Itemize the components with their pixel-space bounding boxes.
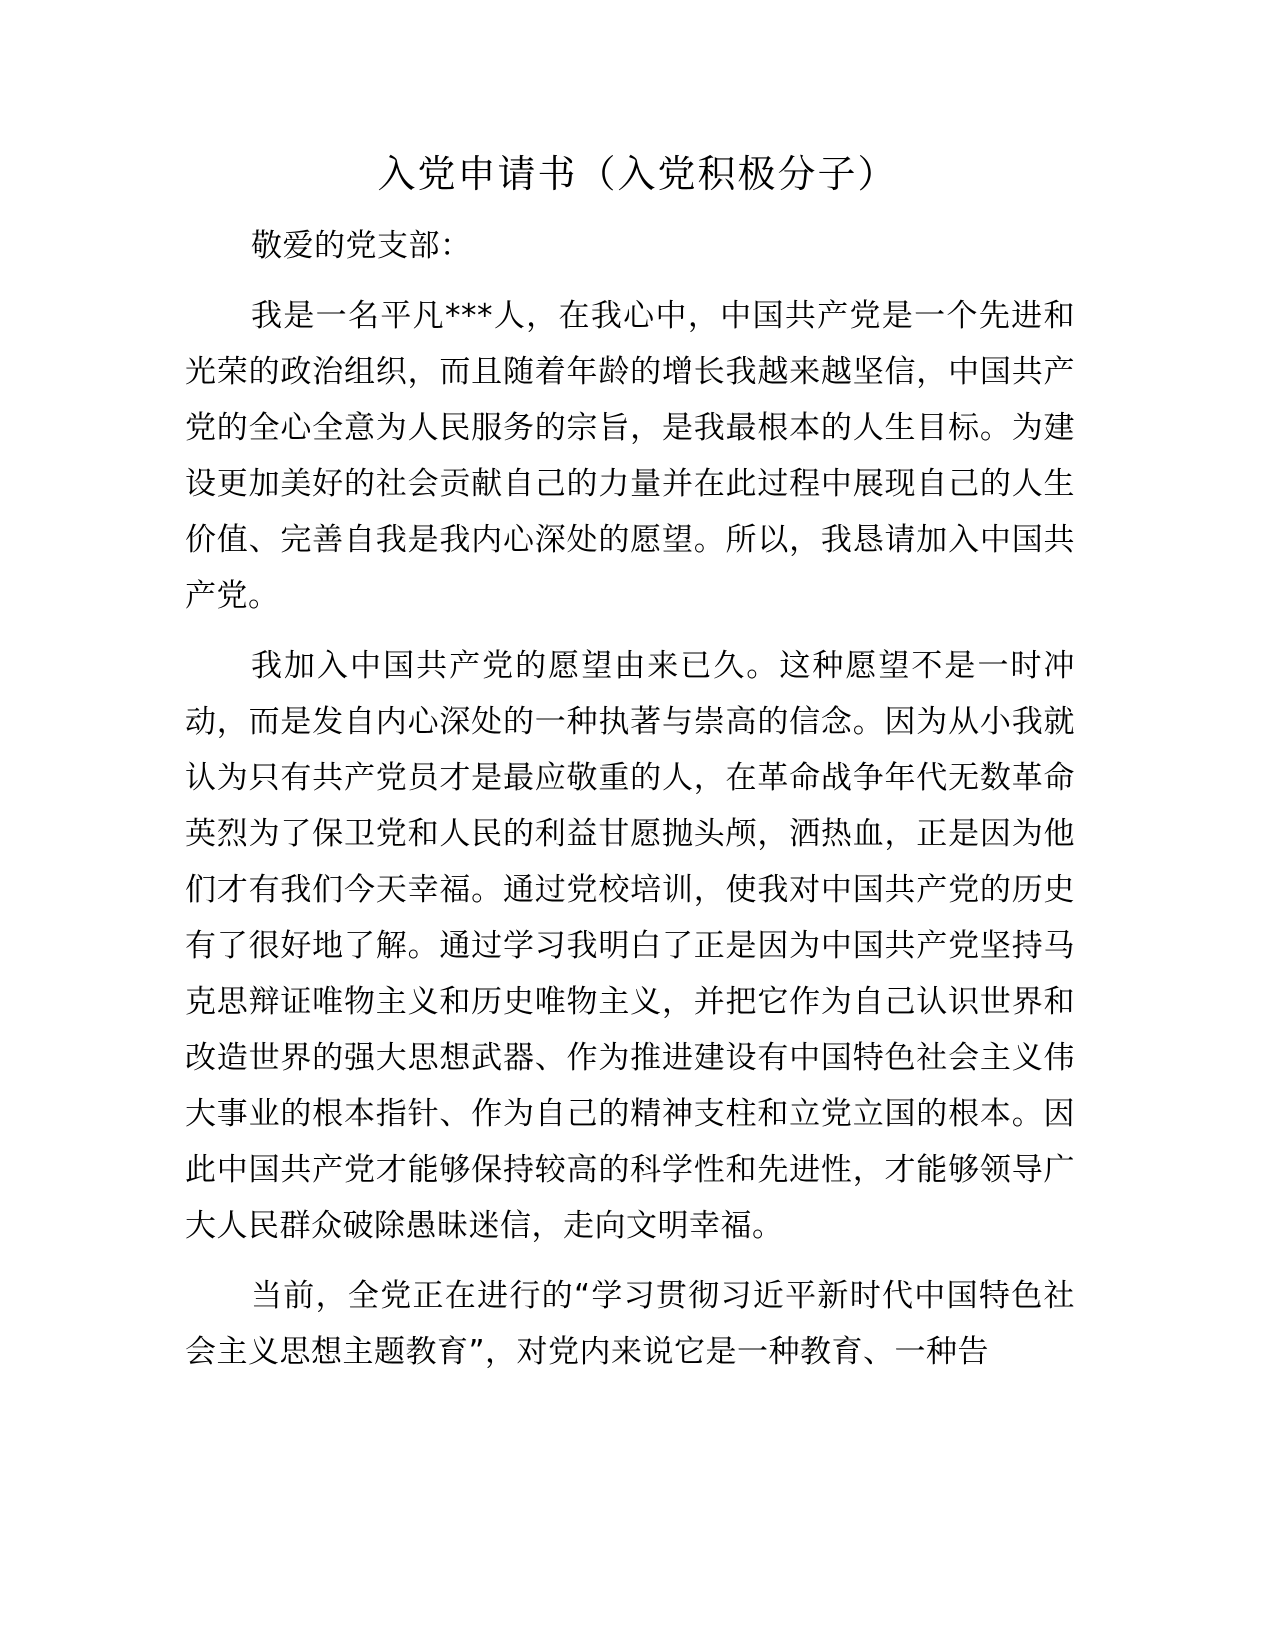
- paragraph-1: 我是一名平凡***人，在我心中，中国共产党是一个先进和光荣的政治组织，而且随着年龄的增长我越来越坚信，中国共产党的全心全意为人民服务的宗旨，是我最根本的人生目标。为建设更加美好的社会贡献自己的力量并在此过程中展现自己的人生价值、完善自我是我内心深处的愿望。所以，我恳请加入中国共产党。: [185, 298, 1075, 614]
- document-title: 入党申请书（入党积极分子）: [377, 152, 898, 196]
- salutation: 敬爱的党支部：: [251, 228, 472, 264]
- document-body: [185, 218, 1075, 1394]
- paragraph-3: 当前，全党正在进行的“学习贯彻习近平新时代中国特色社会主义思想主题教育”，对党内来说它是一种教育、一种告: [185, 1278, 1075, 1370]
- paragraph-2: 我加入中国共产党的愿望由来已久。这种愿望不是一时冲动，而是发自内心深处的一种执著与崇高的信念。因为从小我就认为只有共产党员才是最应敬重的人，在革命战争年代无数革命英烈为了保卫党和人民的利益甘愿抛头颅，洒热血，正是因为他们才有我们今天幸福。通过党校培训，使我对中国共产党的历史有了很好地了解。通过学习我明白了正是因为中国共产党坚持马克思辩证唯物主义和历史唯物主义，并把它作为自己认识世界和改造世界的强大思想武器、作为推进建设有中国特色社会主义伟大事业的根本指针、作为自己的精神支柱和立党立国的根本。因此中国共产党才能够保持较高的科学性和先进性，才能够领导广大人民群众破除愚昧迷信，走向文明幸福。: [185, 648, 1075, 1244]
